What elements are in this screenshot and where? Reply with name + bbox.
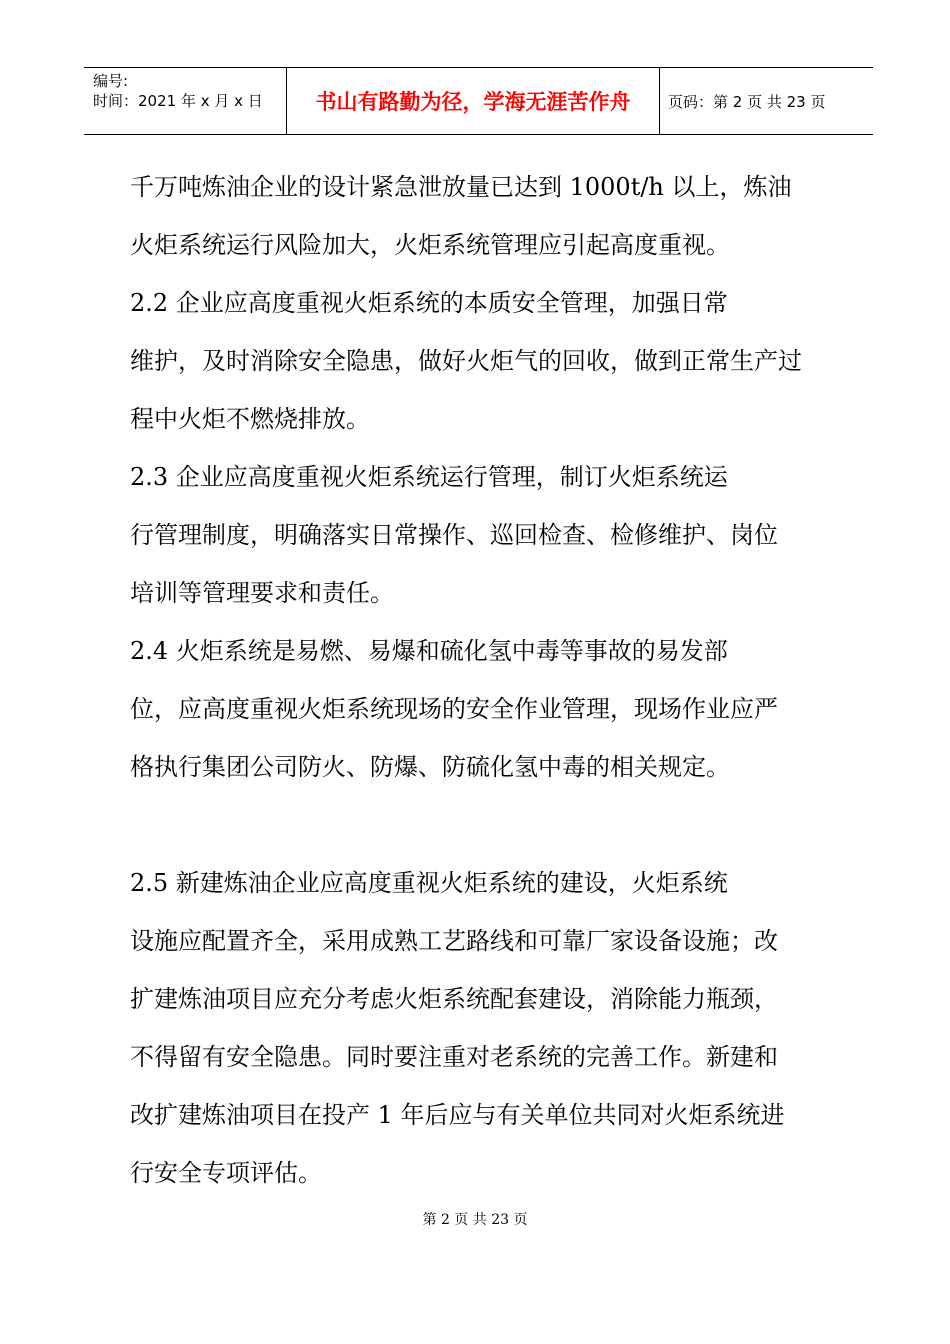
paragraph-gap [130,796,830,854]
body-line: 2.2 企业应高度重视火炬系统的本质安全管理，加强日常 [130,289,728,317]
body-line: 维护，及时消除安全隐患，做好火炬气的回收，做到正常生产过 [130,347,802,375]
body-line: 2.3 企业应高度重视火炬系统运行管理，制订火炬系统运 [130,463,728,491]
body-line: 改扩建炼油项目在投产 1 年后应与有关单位共同对火炬系统进 [130,1101,785,1129]
body-line: 设施应配置齐全，采用成熟工艺路线和可靠厂家设备设施；改 [130,927,778,955]
document-time-label: 时间：2021 年 x 月 x 日 [93,92,263,110]
body-line: 培训等管理要求和责任。 [130,579,394,607]
document-number-label: 编号: [93,72,129,90]
document-header [84,67,873,135]
body-line: 行管理制度，明确落实日常操作、巡回检查、检修维护、岗位 [130,521,778,549]
header-motto: 书山有路勤为径，学海无涯苦作舟 [286,68,660,134]
body-line: 程中火炬不燃烧排放。 [130,405,370,433]
header-meta [84,68,286,134]
page-footer: 第 2 页 共 23 页 [422,1212,528,1228]
body-line: 格执行集团公司防火、防爆、防硫化氢中毒的相关规定。 [130,753,730,781]
body-line: 千万吨炼油企业的设计紧急泄放量已达到 1000t/h 以上，炼油 [130,173,792,201]
body-line: 火炬系统运行风险加大，火炬系统管理应引起高度重视。 [130,231,730,259]
body-line: 位，应高度重视火炬系统现场的安全作业管理，现场作业应严 [130,695,778,723]
header-page-info: 页码：第 2 页 共 23 页 [668,92,826,111]
body-line: 行安全专项评估。 [130,1159,322,1187]
body-line: 扩建炼油项目应充分考虑火炬系统配套建设，消除能力瓶颈， [130,985,778,1013]
body-line: 2.5 新建炼油企业应高度重视火炬系统的建设，火炬系统 [130,869,728,897]
document-body [130,158,830,1202]
body-line: 2.4 火炬系统是易燃、易爆和硫化氢中毒等事故的易发部 [130,637,728,665]
body-line: 不得留有安全隐患。同时要注重对老系统的完善工作。新建和 [130,1043,778,1071]
